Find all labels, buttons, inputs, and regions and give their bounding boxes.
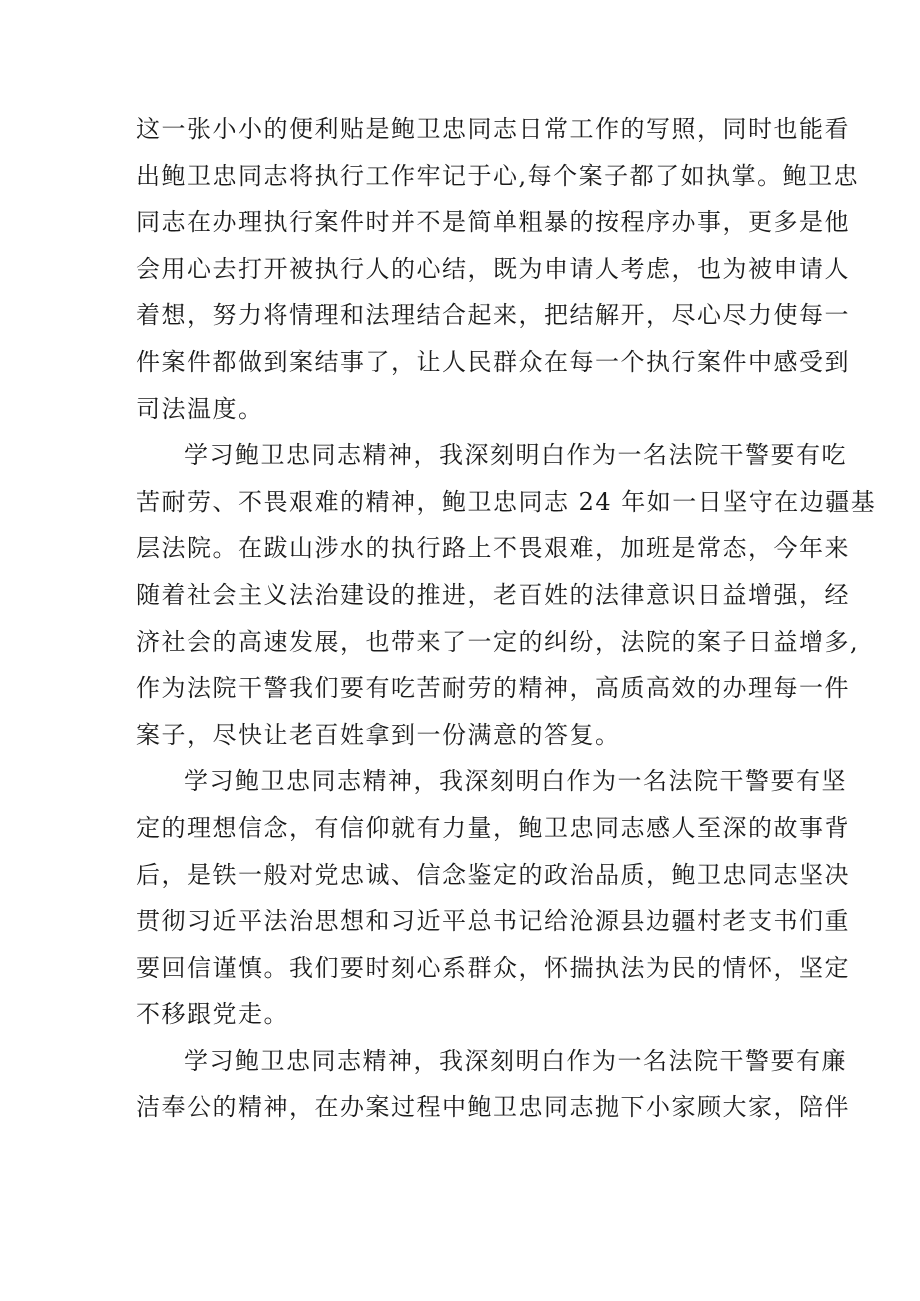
text-line: 这一张小小的便利贴是鲍卫忠同志日常工作的写照，同时也能看	[136, 115, 850, 143]
paragraph-2	[136, 432, 877, 758]
text-line: 贯彻习近平法治思想和习近平总书记给沧源县边疆村老支书们重	[136, 907, 850, 936]
text-line: 苦耐劳、不畏艰难的精神，鲍卫忠同志 24 年如一日坚守在边疆基	[136, 487, 877, 516]
text-line: 同志在办理执行案件时并不是简单粗暴的按程序办事，更多是他	[136, 208, 850, 237]
text-line: 案子，尽快让老百姓拿到一份满意的答复。	[136, 720, 621, 749]
text-line: 学习鲍卫忠同志精神，我深刻明白作为一名法院干警要有廉	[184, 1046, 847, 1075]
text-line: 不移跟党走。	[136, 1000, 289, 1029]
text-line: 层法院。在跋山涉水的执行路上不畏艰难，加班是常态，今年来	[136, 534, 850, 563]
text-line: 随着社会主义法治建设的推进，老百姓的法律意识日益增强，经	[136, 580, 850, 609]
text-line: 会用心去打开被执行人的心结，既为申请人考虑，也为被申请人	[136, 254, 850, 283]
text-line: 学习鲍卫忠同志精神，我深刻明白作为一名法院干警要有吃	[184, 441, 847, 470]
text-line: 洁奉公的精神，在办案过程中鲍卫忠同志抛下小家顾大家，陪伴	[136, 1093, 850, 1122]
text-line: 出鲍卫忠同志将执行工作牢记于心,每个案子都了如执掌。鲍卫忠	[136, 161, 860, 190]
document-body	[136, 106, 877, 1131]
text-line: 司法温度。	[136, 394, 264, 423]
text-line: 后，是铁一般对党忠诚、信念鉴定的政治品质，鲍卫忠同志坚决	[136, 860, 850, 889]
text-line: 件案件都做到案结事了，让人民群众在每一个执行案件中感受到	[136, 347, 850, 376]
text-line: 定的理想信念，有信仰就有力量，鲍卫忠同志感人至深的故事背	[136, 813, 850, 842]
text-line: 要回信谨慎。我们要时刻心系群众，怀揣执法为民的情怀，坚定	[136, 953, 850, 982]
paragraph-1	[136, 106, 860, 432]
paragraph-3	[136, 758, 850, 1038]
text-line: 学习鲍卫忠同志精神，我深刻明白作为一名法院干警要有坚	[184, 767, 847, 796]
text-line: 作为法院干警我们要有吃苦耐劳的精神，高质高效的办理每一件	[136, 674, 850, 703]
text-line: 着想，努力将情理和法理结合起来，把结解开，尽心尽力使每一	[136, 301, 850, 330]
text-line: 济社会的高速发展，也带来了一定的纠纷，法院的案子日益增多,	[136, 627, 860, 656]
paragraph-4	[136, 1038, 850, 1131]
